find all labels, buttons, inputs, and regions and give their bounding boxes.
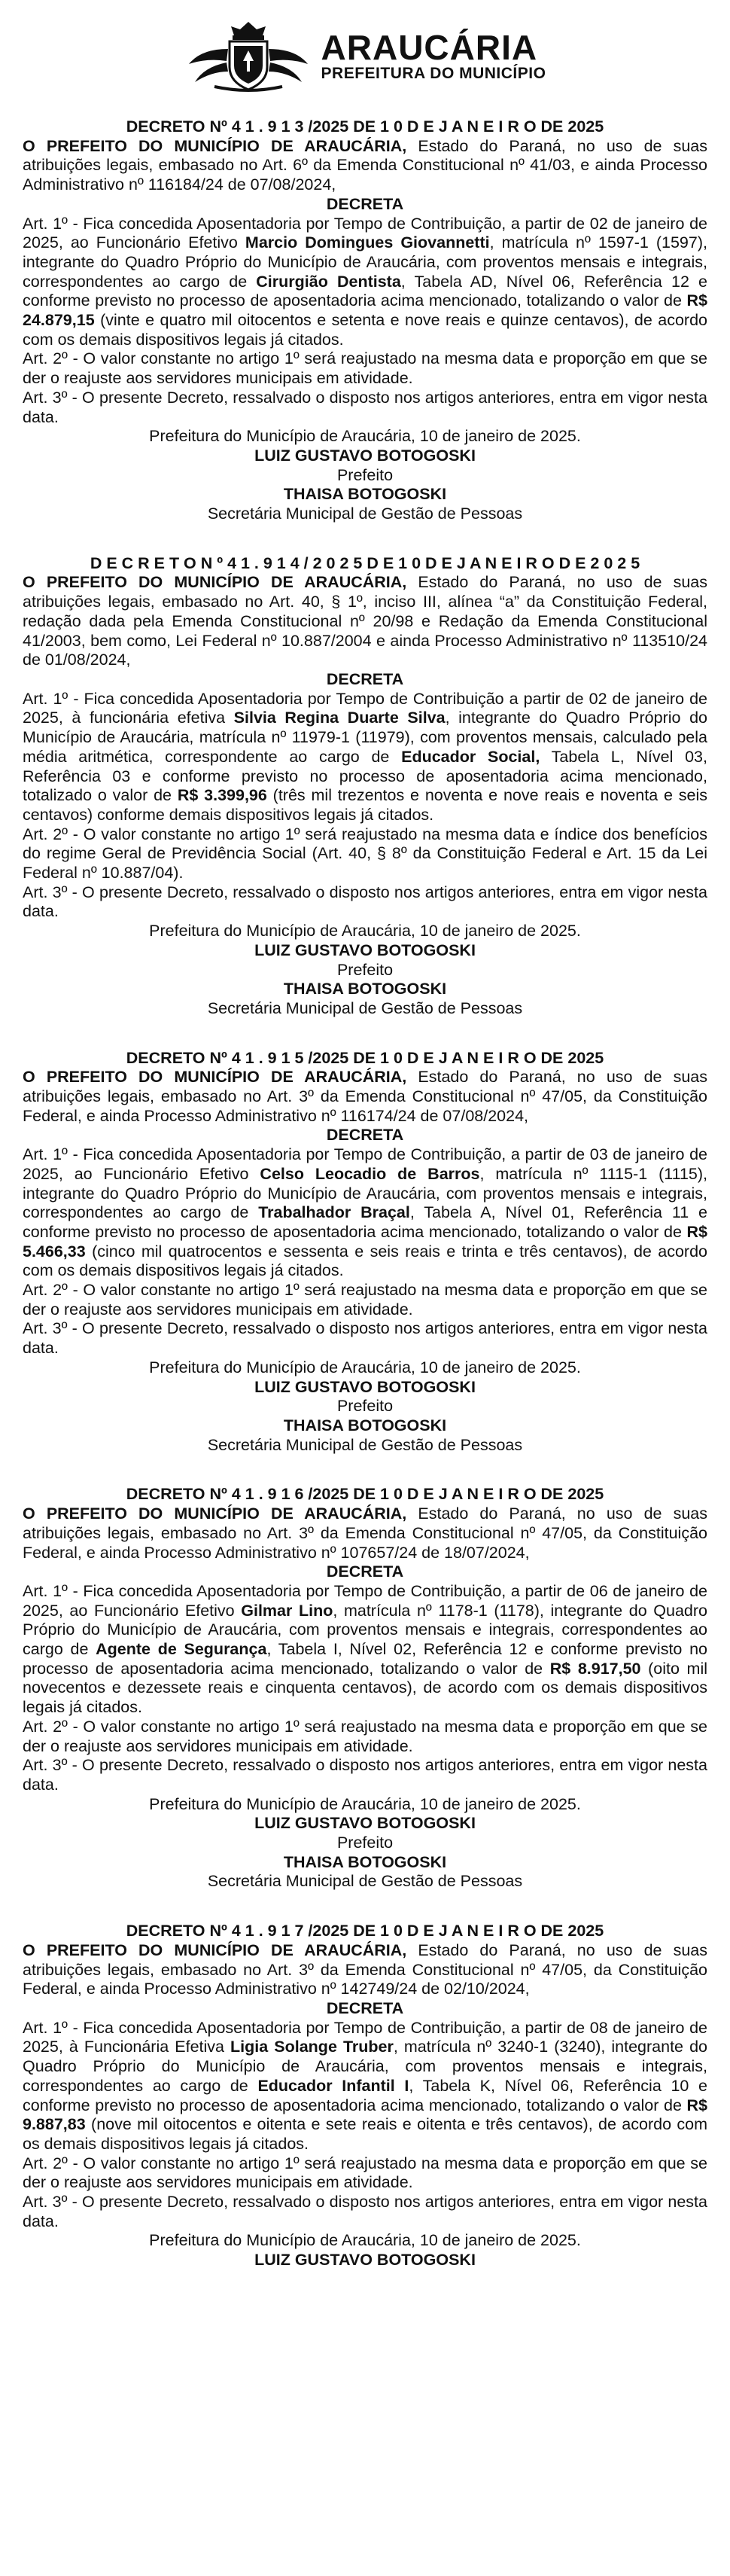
beneficiary-name: Celso Leocadio de Barros [260, 1164, 480, 1183]
article-1 [23, 1582, 707, 1718]
article-2: Art. 2º - O valor constante no artigo 1º será reajustado na mesma data e proporção em que se der o reajuste aos servidores municipais em atividade. [23, 1717, 707, 1755]
article-3: Art. 3º - O presente Decreto, ressalvado o disposto nos artigos anteriores, entra em vigor nesta data. [23, 1319, 707, 1358]
preamble-authority: O PREFEITO DO MUNICÍPIO DE ARAUCÁRIA, [23, 1068, 407, 1087]
article-1-text: , matrícula nº 1597-1 (1597), integrante do Quadro Próprio do Município de Araucária, com proventos mensais e integrais, correspondentes ao cargo de [23, 233, 707, 291]
job-title: Trabalhador Braçal [258, 1203, 410, 1222]
mayor-title: Prefeito [336, 960, 394, 979]
article-1 [23, 690, 707, 825]
decree-preamble [23, 1941, 707, 1999]
decree-title: DECRETO Nº 4 1 . 9 1 6 /2025 DE 1 0 D E J A N E I R O DE 2025 [126, 1485, 604, 1504]
masthead [23, 12, 707, 101]
article-1-text: , Tabela A, Nível 01, Referência 11 e conforme previsto no processo de aposentadoria acima mencionado, totalizando o valor de [23, 1203, 707, 1241]
preamble-text: Estado do Paraná, no uso de suas atribuições legais, embasado no Art. 3º da Emenda Constitucional nº 47/05, da Constituição Federal, e ainda Processo Administrativo nº 116174/24 de 07/08/2024, [23, 1068, 708, 1125]
mayor-name: LUIZ GUSTAVO BOTOGOSKI [254, 940, 476, 959]
article-2: Art. 2º - O valor constante no artigo 1º será reajustado na mesma data e proporção em que se der o reajuste aos servidores municipais em atividade. [23, 349, 707, 388]
place-date: Prefeitura do Município de Araucária, 10 de janeiro de 2025. [149, 2231, 581, 2250]
job-title: Educador Social, [401, 747, 540, 766]
article-1-text: (cinco mil quatrocentos e sessenta e seis reais e trinta e três centavos), de acordo com os demais dispositivos legais já citados. [23, 1242, 707, 1280]
decree-41917 [23, 1922, 707, 2270]
article-1-text: (oito mil novecentos e dezessete reais e cinquenta centavos), de acordo com os demais dispositivos legais já citados. [23, 1659, 707, 1717]
article-2: Art. 2º - O valor constante no artigo 1º será reajustado na mesma data e proporção em que se der o reajuste aos servidores municipais em atividade. [23, 1281, 707, 1318]
article-1-text: , matrícula nº 1115-1 (1115), integrante do Quadro Próprio do Município de Araucária, com proventos mensais e integrais, correspondentes ao cargo de [23, 1164, 707, 1222]
article-1-text: Art. 1º - Fica concedida Aposentadoria por Tempo de Contribuição, a partir de 08 de janeiro de 2025, à Funcionária Efetiva [23, 2018, 707, 2056]
preamble-text: Estado do Paraná, no uso de suas atribuições legais, embasado no Art. 3º da Emenda Constitucional nº 47/05, da Constituição Federal, e ainda Processo Administrativo nº 107657/24 de 18/07/2024, [23, 1504, 708, 1562]
secretary-name: THAISA BOTOGOSKI [283, 1852, 447, 1871]
preamble-text: Estado do Paraná, no uso de suas atribuições legais, embasado no Art. 40, § 1º, inciso III, alínea “a” da Constituição Federal, redação dada pela Emenda Constitucional nº 20/98 e Redação da Emenda Constitucional 41/2003, bem como, Lei Federal nº 10.887/2004 e ainda Processo Administrativo nº 113510/24 de 01/08/2024, [23, 573, 708, 669]
decree-41913 [23, 117, 707, 524]
article-3: Art. 3º - O presente Decreto, ressalvado o disposto nos artigos anteriores, entra em vigor nesta data. [23, 388, 707, 426]
decreta-label: DECRETA [326, 1126, 404, 1145]
municipal-coat-of-arms-icon [184, 19, 312, 94]
job-title: Agente de Segurança [96, 1640, 267, 1659]
decreta-label: DECRETA [326, 194, 404, 213]
article-2: Art. 2º - O valor constante no artigo 1º será reajustado na mesma data e proporção em que se der o reajuste aos servidores municipais em atividade. [23, 2154, 707, 2192]
secretary-name: THAISA BOTOGOSKI [283, 980, 447, 998]
article-1-text: Art. 1º - Fica concedida Aposentadoria por Tempo de Contribuição, a partir de 06 de janeiro de 2025, ao Funcionário Efetivo [23, 1581, 707, 1620]
article-2: Art. 2º - O valor constante no artigo 1º será reajustado na mesma data e índice dos benefícios do regime Geral de Previdência Social (Art. 40, § 8º da Constituição Federal e Art. 15 da Lei Federal nº 10.887/04). [23, 825, 707, 883]
decree-41915 [23, 1049, 707, 1456]
preamble-authority: O PREFEITO DO MUNICÍPIO DE ARAUCÁRIA, [23, 573, 407, 592]
mayor-title: Prefeito [336, 465, 394, 484]
article-1-text: Art. 1º - Fica concedida Aposentadoria por Tempo de Contribuição, a partir de 02 de janeiro de 2025, ao Funcionário Efetivo [23, 214, 707, 252]
mayor-name: LUIZ GUSTAVO BOTOGOSKI [254, 446, 476, 465]
article-1-text: (nove mil oitocentos e oitenta e sete reais e oitenta e três centavos), de acordo com os demais dispositivos legais já citados. [23, 2115, 707, 2153]
job-title: Cirurgião Dentista [256, 272, 401, 291]
article-1-text: , Tabela AD, Nível 06, Referência 12 e conforme previsto no processo de aposentadoria acima mencionado, totalizando o valor de [23, 272, 707, 310]
secretary-name: THAISA BOTOGOSKI [283, 1416, 447, 1434]
decree-41914 [23, 554, 707, 1019]
article-3: Art. 3º - O presente Decreto, ressalvado o disposto nos artigos anteriores, entra em vigor nesta data. [23, 1756, 707, 1794]
brand-subtitle: PREFEITURA DO MUNICÍPIO [321, 65, 546, 82]
mayor-title: Prefeito [336, 1834, 394, 1852]
article-1-text: (vinte e quatro mil oitocentos e setenta e nove reais e quinze centavos), de acordo com os demais dispositivos legais já citados. [23, 311, 707, 349]
preamble-authority: O PREFEITO DO MUNICÍPIO DE ARAUCÁRIA, [23, 1504, 407, 1523]
secretary-title: Secretária Municipal de Gestão de Pessoas [207, 1872, 523, 1891]
beneficiary-name: Silvia Regina Duarte Silva [233, 709, 446, 727]
secretary-title: Secretária Municipal de Gestão de Pessoas [207, 998, 523, 1017]
article-1-text: , Tabela I, Nível 02, Referência 12 e conforme previsto no processo de aposentadoria acima mencionado, totalizando o valor de [23, 1640, 707, 1678]
article-1-text: Art. 1º - Fica concedida Aposentadoria por Tempo de Contribuição, a partir de 03 de janeiro de 2025, ao Funcionário Efetivo [23, 1145, 707, 1183]
decree-preamble [23, 137, 707, 195]
decreta-label: DECRETA [326, 1562, 404, 1581]
pension-amount: R$ 24.879,15 [23, 291, 707, 330]
article-1-text: (três mil trezentos e noventa e nove reais e noventa e seis centavos) conforme demais dispositivos legais já citados. [23, 786, 707, 824]
article-3: Art. 3º - O presente Decreto, ressalvado o disposto nos artigos anteriores, entra em vigor nesta data. [23, 2193, 707, 2230]
secretary-name: THAISA BOTOGOSKI [283, 485, 447, 504]
brand-name: ARAUCÁRIA [321, 28, 538, 67]
place-date: Prefeitura do Município de Araucária, 10 de janeiro de 2025. [149, 922, 581, 940]
article-1 [23, 2019, 707, 2154]
preamble-authority: O PREFEITO DO MUNICÍPIO DE ARAUCÁRIA, [23, 1940, 407, 1959]
pension-amount: R$ 5.466,33 [23, 1222, 707, 1261]
article-1 [23, 215, 707, 350]
preamble-text: Estado do Paraná, no uso de suas atribuições legais, embasado no Art. 6º da Emenda Constitucional nº 41/03, e ainda Processo Administrativo nº 116184/24 de 07/08/2024, [23, 136, 708, 194]
preamble-text: Estado do Paraná, no uso de suas atribuições legais, embasado no Art. 3º da Emenda Constitucional nº 47/05, da Constituição Federal, e ainda Processo Administrativo nº 142749/24 de 02/10/2024, [23, 1940, 708, 1998]
mayor-title: Prefeito [336, 1397, 394, 1416]
secretary-title: Secretária Municipal de Gestão de Pessoas [207, 1435, 523, 1454]
article-3: Art. 3º - O presente Decreto, ressalvado o disposto nos artigos anteriores, entra em vigor nesta data. [23, 883, 707, 921]
beneficiary-name: Ligia Solange Truber [230, 2038, 394, 2056]
decree-title: DECRETO Nº 4 1 . 9 1 5 /2025 DE 1 0 D E J A N E I R O DE 2025 [126, 1048, 604, 1067]
job-title: Educador Infantil I [257, 2076, 409, 2095]
article-1-text: , Tabela K, Nível 06, Referência 10 e conforme previsto no processo de aposentadoria acima mencionado, totalizando o valor de [23, 2076, 707, 2114]
decreta-label: DECRETA [326, 1998, 404, 2017]
mayor-name: LUIZ GUSTAVO BOTOGOSKI [254, 1377, 476, 1396]
preamble-authority: O PREFEITO DO MUNICÍPIO DE ARAUCÁRIA, [23, 136, 407, 155]
article-1-text: , matrícula nº 1178-1 (1178), integrante do Quadro Próprio do Município de Araucária, com proventos mensais e integrais, correspondentes ao cargo de [23, 1601, 707, 1659]
brand-block [321, 30, 546, 83]
decree-preamble [23, 573, 707, 670]
decree-title: D E C R E T O N º 4 1 . 9 1 4 / 2 0 2 5 D E 1 0 D E J A N E I R O D E 2 0 2 5 [90, 553, 640, 572]
article-1-text: , integrante do Quadro Próprio do Município de Araucária, matrícula nº 11979-1 (11979), com proventos mensais, calculado pela média aritmética, correspondente ao cargo de [23, 709, 707, 766]
secretary-title: Secretária Municipal de Gestão de Pessoas [207, 505, 523, 523]
decree-title: DECRETO Nº 4 1 . 9 1 7 /2025 DE 1 0 D E J A N E I R O DE 2025 [126, 1922, 604, 1940]
decreta-label: DECRETA [326, 669, 404, 688]
article-1-text: , matrícula nº 3240-1 (3240), integrante do Quadro Próprio do Município de Araucária, com proventos mensais e integrais, correspondentes ao cargo de [23, 2038, 707, 2095]
pension-amount: R$ 3.399,96 [177, 786, 267, 805]
pension-amount: R$ 8.917,50 [549, 1659, 641, 1678]
beneficiary-name: Marcio Domingues Giovannetti [245, 233, 490, 252]
beneficiary-name: Gilmar Lino [241, 1601, 333, 1620]
place-date: Prefeitura do Município de Araucária, 10 de janeiro de 2025. [149, 427, 581, 446]
article-1 [23, 1145, 707, 1281]
decree-41916 [23, 1485, 707, 1892]
place-date: Prefeitura do Município de Araucária, 10 de janeiro de 2025. [149, 1358, 581, 1376]
place-date: Prefeitura do Município de Araucária, 10 de janeiro de 2025. [149, 1794, 581, 1813]
decree-preamble [23, 1068, 707, 1126]
decree-preamble [23, 1504, 707, 1562]
mayor-name: LUIZ GUSTAVO BOTOGOSKI [254, 1814, 476, 1833]
pension-amount: R$ 9.887,83 [23, 2096, 707, 2134]
decree-title: DECRETO Nº 4 1 . 9 1 3 /2025 DE 1 0 D E J A N E I R O DE 2025 [126, 117, 604, 136]
article-1-text: Tabela L, Nível 03, Referência 03 e conforme previsto no processo de aposentadoria acima mencionado, totalizado o valor de [23, 747, 707, 805]
mayor-name: LUIZ GUSTAVO BOTOGOSKI [254, 2251, 476, 2270]
article-1-text: Art. 1º - Fica concedida Aposentadoria por Tempo de Contribuição a partir de 02 de janeiro de 2025, à funcionária efetiva [23, 689, 707, 727]
